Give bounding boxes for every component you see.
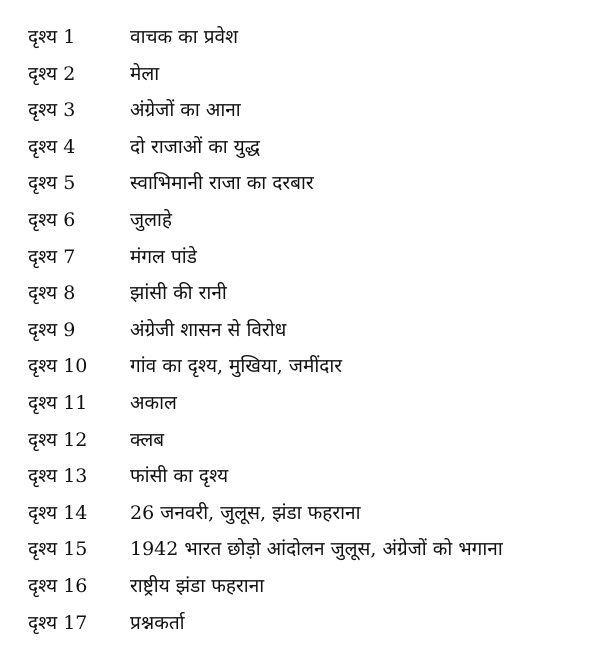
scene-row-17 — [28, 611, 588, 649]
scene-number: दृश्य 1 — [28, 26, 76, 48]
scene-title: मंगल पांडे — [130, 245, 197, 268]
scene-number: दृश्य 5 — [28, 172, 76, 195]
scene-list — [28, 28, 588, 649]
scene-row-13 — [28, 467, 588, 504]
scene-number: दृश्य 13 — [28, 465, 88, 488]
scene-row-3 — [28, 101, 588, 138]
scene-title: क्लब — [130, 428, 165, 451]
scene-title: अकाल — [130, 391, 177, 414]
scene-number: दृश्य 3 — [28, 99, 76, 122]
scene-number: दृश्य 7 — [28, 245, 76, 268]
scene-number: दृश्य 14 — [28, 501, 88, 524]
scene-number: दृश्य 15 — [28, 538, 88, 561]
scene-row-10 — [28, 357, 588, 394]
scene-title: अंग्रेजों का आना — [130, 99, 241, 122]
scene-row-9 — [28, 318, 588, 358]
scene-number: दृश्य 11 — [28, 391, 88, 414]
scene-number: दृश्य 9 — [28, 318, 76, 341]
scene-row-5 — [28, 174, 588, 211]
scene-row-6 — [28, 208, 588, 248]
scene-row-11 — [28, 391, 588, 431]
scene-title: 1942 भारत छोड़ो आंदोलन जुलूस, अंग्रेजों को भगाना — [130, 538, 503, 561]
scene-title: जुलाहे — [130, 208, 172, 231]
scene-row-2 — [28, 62, 588, 102]
scene-title: मेला — [130, 62, 160, 85]
scene-title: गांव का दृश्य, मुखिया, जमींदार — [130, 355, 343, 378]
scene-title: अंग्रेजी शासन से विरोध — [130, 318, 287, 341]
scene-number: दृश्य 16 — [28, 574, 88, 597]
scene-number: दृश्य 8 — [28, 282, 76, 305]
scene-number: दृश्य 12 — [28, 428, 88, 451]
scene-row-7 — [28, 245, 588, 285]
scene-row-14 — [28, 501, 588, 541]
scene-title: स्वाभिमानी राजा का दरबार — [130, 172, 314, 195]
scene-number: दृश्य 2 — [28, 62, 76, 85]
scene-row-1 — [28, 28, 588, 65]
scene-number: दृश्य 6 — [28, 208, 76, 231]
scene-title: दो राजाओं का युद्ध — [130, 135, 260, 158]
scene-title: राष्ट्रीय झंडा फहराना — [130, 574, 265, 597]
scene-row-16 — [28, 574, 588, 614]
scene-number: दृश्य 10 — [28, 355, 88, 378]
scene-row-8 — [28, 284, 588, 321]
scene-number: दृश्य 4 — [28, 135, 76, 158]
scene-number: दृश्य 17 — [28, 611, 88, 634]
scene-row-15 — [28, 540, 588, 577]
scene-title: फांसी का दृश्य — [130, 465, 229, 488]
scene-title: वाचक का प्रवेश — [130, 26, 239, 48]
scene-row-12 — [28, 428, 588, 468]
scene-title: प्रश्नकर्ता — [130, 611, 185, 634]
scene-row-4 — [28, 135, 588, 175]
scene-title: 26 जनवरी, जुलूस, झंडा फहराना — [130, 501, 361, 524]
scene-title: झांसी की रानी — [130, 282, 227, 305]
